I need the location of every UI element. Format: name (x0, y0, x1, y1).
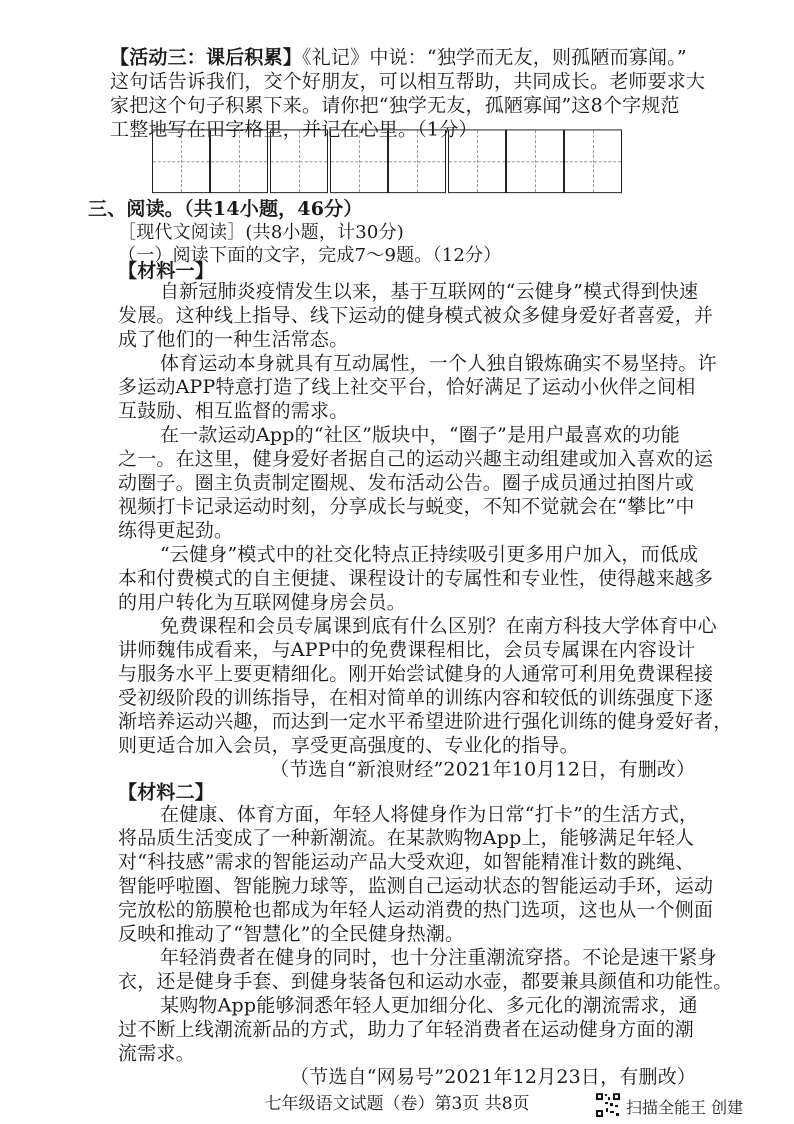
material1-line: 与服务水平上要更精细化。刚开始尝试健身的人通常可利用免费课程接 (118, 663, 714, 685)
material2-line: 某购物App能够洞悉年轻人更加细分化、多元化的潮流需求，通 (160, 994, 698, 1017)
grid-cell[interactable] (506, 129, 564, 193)
material1-line: 多运动APP特意打造了线上社交平台，恰好满足了运动小伙伴之间相 (118, 376, 696, 399)
material2-line: 流需求。 (118, 1042, 195, 1065)
material2-line: 年轻消费者在健身的同时，也十分注重潮流穿搭。不论是速干紧身 (160, 946, 717, 969)
section3-heading: 三、阅读。（共14小题，46分） (88, 198, 363, 221)
material2-line: 对“科技感”需求的智能运动产品大受欢迎，如智能精准计数的跳绳、 (118, 851, 695, 874)
material2-line: 完放松的筋膜枪也都成为年轻人运动消费的热门选项，这也从一个侧面 (118, 898, 714, 921)
material2-line: 在健康、体育方面，年轻人将健身作为日常“打卡”的生活方式， (160, 803, 699, 826)
material1-line: 动圈子。圈主负责制定圈规、发布活动公告。圈子成员通过拍图片或 (118, 471, 695, 494)
material2-line: 将品质生活变成了一种新潮流。在某款购物App上，能够满足年轻人 (118, 827, 695, 850)
material2-source: （节选自“网易号”2021年12月23日，有删改） (290, 1066, 697, 1089)
material1-line: “云健身”模式中的社交化特点正持续吸引更多用户加入，而低成 (160, 543, 699, 566)
material2-line: 反映和推动了“智慧化”的全民健身热潮。 (118, 922, 465, 945)
material2-line: 衣，还是健身手套、到健身装备包和运动水壶，都要兼具颜值和功能性。 (118, 970, 733, 993)
material1-line: 本和付费模式的自主便捷、课程设计的专属性和专业性，使得越来越多 (118, 567, 714, 590)
grid-cell[interactable] (330, 129, 388, 193)
material1-line: 讲师魏伟成看来，与APP中的免费课程相比，会员专属课在内容设计 (118, 639, 696, 662)
material1-line: 则更适合加入会员，享受更高强度的、专业化的指导。 (118, 734, 579, 757)
grid-cell[interactable] (270, 129, 328, 193)
material1-line: 在一款运动App的“社区”版块中，“圈子”是用户最喜欢的功能 (160, 424, 680, 447)
page-footer: 七年级语文试题（卷）第3页 共8页 (264, 1094, 530, 1115)
material1-line: 互鼓励、相互监督的需求。 (118, 400, 349, 423)
grid-cell[interactable] (388, 129, 446, 193)
section3-part1: （一）阅读下面的文字，完成7～9题。（12分） (118, 244, 502, 266)
material1-line: 体育运动本身就具有互动属性，一个人独自锻炼确实不易坚持。许 (160, 352, 717, 375)
material1-line: 视频打卡记录运动时刻，分享成长与蜕变，不知不觉就会在“攀比”中 (118, 495, 695, 518)
material1-line: 练得更起劲。 (118, 519, 234, 542)
material1-line: 的用户转化为互联网健身房会员。 (118, 591, 407, 614)
material2-title: 【材料二】 (118, 781, 215, 804)
material1-line: 受初级阶段的训练指导，在相对简单的训练内容和较低的训练强度下逐 (118, 686, 714, 709)
grid-cell[interactable] (564, 129, 622, 193)
material1-line: 自新冠肺炎疫情发生以来，基于互联网的“云健身”模式得到快速 (160, 280, 699, 303)
material2-line: 智能呼啦圈、智能腕力球等，监测自己运动状态的智能运动手环，运动 (118, 875, 714, 897)
activity3-line-1: 这句话告诉我们，交个好朋友，可以相互帮助，共同成长。老师要求大 (110, 70, 706, 93)
material1-line: 发展。这种线上指导、线下运动的健身模式被众多健身爱好者喜爱，并 (118, 304, 714, 327)
activity3-tag: 【活动三：课后积累】 (110, 46, 303, 69)
activity3-line-0: 《礼记》中说：“独学而无友，则孤陋而寡闻。” (302, 46, 687, 69)
material1-line: 成了他们的一种生活常态。 (118, 328, 349, 351)
material1-line: 之一。在这里，健身爱好者据自己的运动兴趣主动组建或加入喜欢的运 (118, 447, 714, 470)
grid-cell[interactable] (448, 129, 506, 193)
scanner-brand-label: 扫描全能王 创建 (626, 1098, 744, 1118)
material1-line: 免费课程和会员专属课到底有什么区别？在南方科技大学体育中心 (160, 615, 717, 638)
section3-subheading: ［现代文阅读］(共8小题，计30分) (118, 222, 404, 243)
material1-title: 【材料一】 (118, 259, 215, 282)
material2-line: 过不断上线潮流新品的方式，助力了年轻消费者在运动健身方面的潮 (118, 1018, 695, 1041)
qr-code-icon (596, 1093, 620, 1117)
grid-cell[interactable] (152, 129, 210, 193)
activity3-line-2: 家把这个句子积累下来。请你把“独学无友，孤陋寡闻”这8个字规范 (110, 94, 680, 117)
grid-cell[interactable] (210, 129, 268, 193)
material1-line: 渐培养运动兴趣，而达到一定水平希望进阶进行强化训练的健身爱好者， (118, 710, 733, 733)
material1-source: （节选自“新浪财经”2021年10月12日，有删改） (270, 758, 696, 781)
activity3-line-3: 工整地写在田字格里，并记在心里。（1分） (110, 118, 478, 141)
